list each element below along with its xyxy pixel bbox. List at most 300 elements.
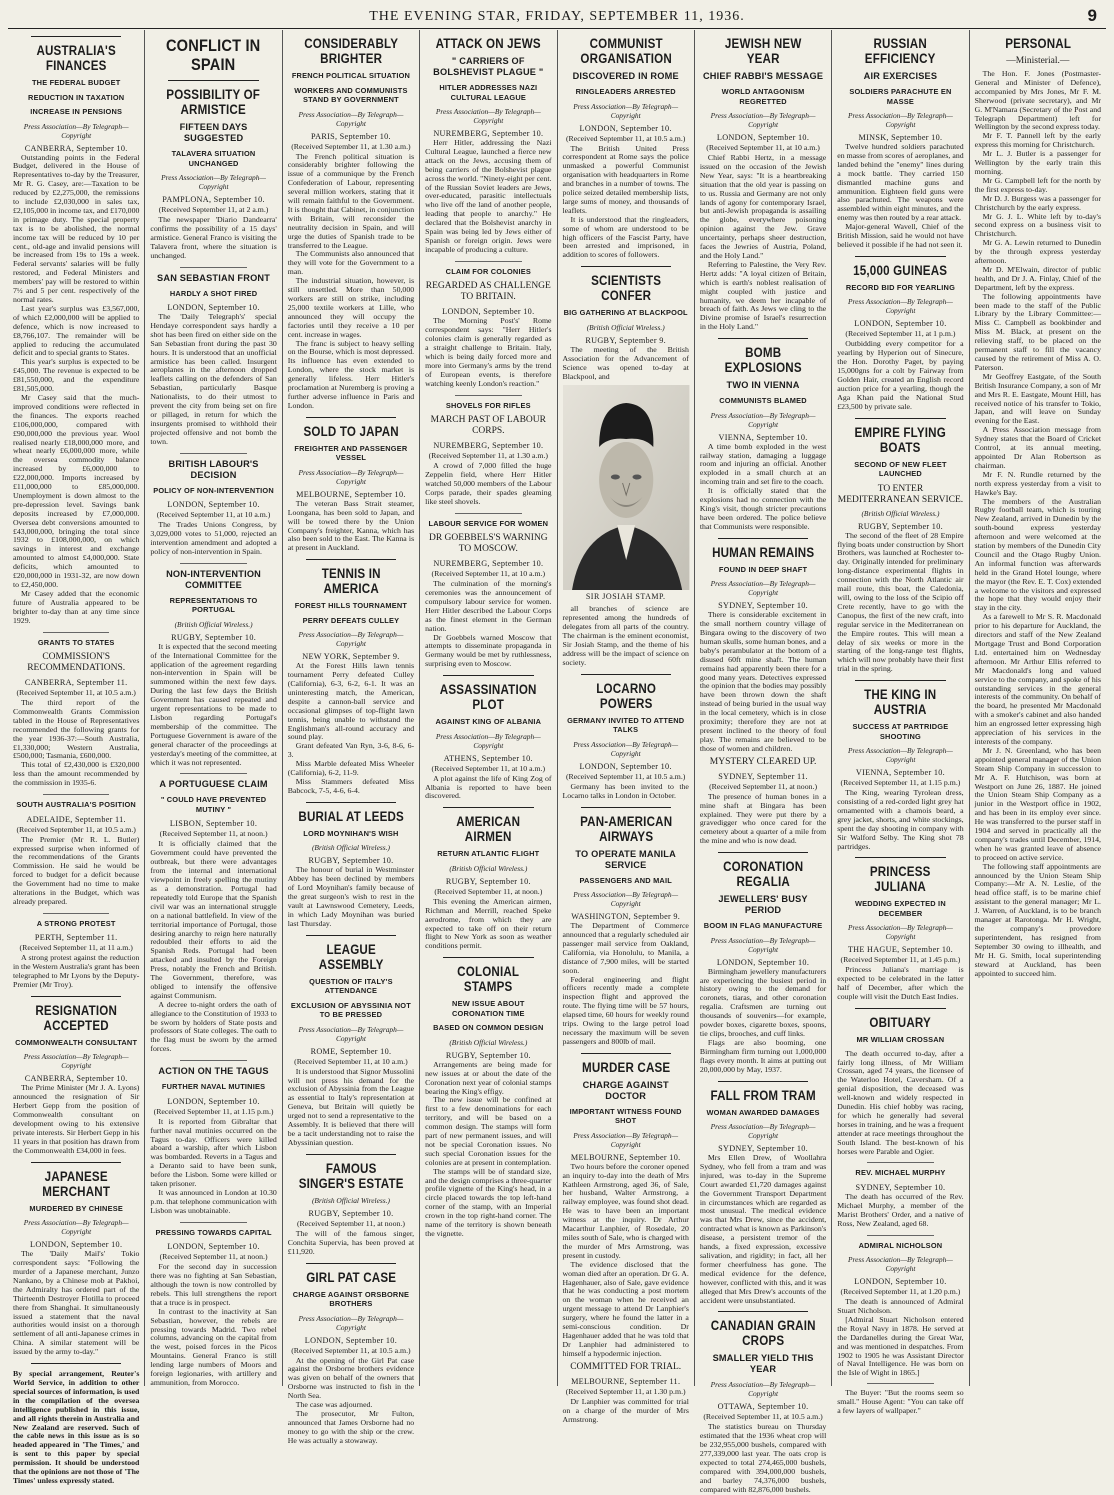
article-paragraph: Outstanding points in the Federal Budget, delivered in the House of Representatives to-day by the Treasurer, Mr R. G. Casey, are:—Taxation to be reduced by £2,275,000, the remissions to include £2,030,000 in sales tax, £2,105,000 in income tax, and £170,000 in primage duty. The special property tax is to be abolished, the normal income tax will be reduced by 10 per cent., old-age and invalid pensions will be increased from 19s to 19s a week. Federal servants' salaries will be fully restored, and Federal Ministers and members' pay will be restored to within 7½ and 5 per cent. respectively of the normal rates. bbox=[13, 152, 140, 304]
subheadline: ACTION ON THE TAGUS bbox=[158, 1066, 269, 1077]
received-time: (Received September 11, at 11 a.m.) bbox=[19, 943, 133, 953]
article bbox=[13, 996, 139, 1156]
article-paragraph: Mr G. J. L. White left by to-day's second express on a business visit to Christchurch. bbox=[974, 211, 1101, 239]
article-paragraph: The King, wearing Tyrolean dress, consisting of a red-corded light grey hat ornamented with a chamois beard, a grey jacket, shorts, and white stockings, spent the day shooting in company with Sir Walford Selby. The King shot 78 partridges. bbox=[837, 788, 964, 851]
dateline: LONDON, September 10. bbox=[167, 303, 260, 313]
article-paragraph: The following appointments have been made to the staff of the Public Library by the Library Committee:—Miss C. Campbell as bookbinder and Miss M. Black, at present on the relieving staff, to be placed on the permanent staff to fill the vacancy caused by the retirement of Miss A. O. Paterson. bbox=[974, 291, 1101, 372]
subheadline: BIG GATHERING AT BLACKPOOL bbox=[563, 308, 688, 318]
article-paragraph: The Department of Commerce announced that a regularly scheduled air passenger mail service from Oakland, California, via Honolulu, to Manila, a distance of 7,900 miles, will be started soon. bbox=[562, 921, 689, 975]
dateline: THE HAGUE, September 10. bbox=[847, 945, 954, 955]
article-paragraph: Arrangements are being made for new issues at or about the date of the Coronation next year of colonial stamps bearing the King's effigy. bbox=[425, 1059, 552, 1096]
wire-credit: Press Association—By Telegraph—Copyright bbox=[710, 1380, 816, 1399]
headline: CONSIDERABLY BRIGHTER bbox=[303, 36, 398, 66]
wire-credit: Press Association—By Telegraph—Copyright bbox=[23, 1218, 129, 1237]
article-paragraph: Last year's surplus was £3,567,000, of which £2,000,000 will be applied to defence, which is now increased to £8,766,107. The remainder will be applied to reducing the accumulated deficit and to special grants to States. bbox=[13, 303, 140, 358]
headline: ASSASSINATION PLOT bbox=[439, 682, 537, 713]
headline: COLONIAL STAMPS bbox=[457, 964, 520, 995]
section-rule bbox=[443, 807, 533, 808]
dateline: SYDNEY, September 11. bbox=[718, 771, 808, 781]
article bbox=[150, 563, 276, 768]
dateline: ATHENS, September 10. bbox=[443, 753, 533, 763]
wire-credit: Press Association—By Telegraph—Copyright bbox=[573, 739, 679, 758]
dateline: RUGBY, September 9. bbox=[585, 335, 666, 345]
article bbox=[150, 1222, 276, 1388]
subheadline: MR WILLIAM CROSSAN bbox=[856, 1035, 945, 1045]
received-time: (Received September 11, at 2 a.m.) bbox=[158, 205, 269, 214]
article bbox=[150, 773, 276, 1054]
subheadline: COMMUNISTS BLAMED bbox=[719, 396, 807, 406]
article-paragraph: The case was adjourned. bbox=[295, 1400, 373, 1410]
article-paragraph: The third report of the Commonwealth Grants Commission tabled in the House of Representatives recommended the following grants for the year 1936-37:—South Australia, £1,330,000; Western Australia, £500,000; Tasmania, £600,000. bbox=[13, 698, 140, 761]
article-paragraph: It is officially claimed that the Government could have prevented the outbreak, but there were advantages from the internal and international viewpoint in freely spelling the mutiny as a demonstration. Portugal had repeatedly told Europe that the Spanish civil war was an international struggle on a national battlefield. In view of the territorial importance of Portugal, those desiring anarchy to reign here naturally redoubled their efforts to aid the Spanish Reds. Portugal had been attacked and insulted by the Foreign Press, notably the French and British. The Government, therefore, was obliged to intensify the offensive against Communism. bbox=[150, 839, 277, 1000]
subheadline: WOMAN AWARDED DAMAGES bbox=[706, 1107, 820, 1117]
subheadline: A PORTUGUESE CLAIM bbox=[159, 779, 268, 790]
article-paragraph: Mr L. J. Butler is a passenger for Wellington by the early train this morning. bbox=[974, 149, 1101, 176]
wire-credit: (British Official Wireless.) bbox=[311, 843, 390, 853]
article bbox=[425, 807, 551, 951]
subheadline: JEWELLERS' BUSY PERIOD bbox=[718, 894, 808, 916]
headline: OBITUARY bbox=[869, 1015, 932, 1031]
column-3 bbox=[283, 30, 420, 1445]
copyright-note: By special arrangement, Reuter's World Service, in addition to other special sources of information, is used in the compilation of the oversea intelligence published in this issue, and all rights therein in Australia and New Zealand are reserved. Such of the cable news in this issue as is so headed appeared in 'The Times,' and is sent to this paper by special permission. It should be understood that the opinions are not those of 'The Times' unless expressly stated. bbox=[13, 1369, 140, 1485]
article-paragraph: Mr Casey said that the much-improved conditions were reflected in the finances. The exports reached £106,000,000, compared with £90,000,000 the previous year. Wool realised nearly £18,000,000 more, and wheat nearly £6,000,000 more, while the oversea commodity balance increased by £6,000,000 to £22,000,000. Imports increased by £11,000,000 to £85,000,000. Unemployment is down almost to the pre-depression level. Savings bank deposits increased by £7,000,000. Oversea debt conversions amounted to £43,000,000, bringing the total since 1932 to £108,000,000, on which savings in interest and exchange amounted to almost £4,000,000. State deficits, which amounted to £20,000,000 in 1931-32, are now down to £2,450,000. bbox=[13, 392, 140, 589]
subheadline: SOUTH AUSTRALIA'S POSITION bbox=[16, 800, 136, 810]
article-paragraph: Mr D. J. Burgess was a passenger for Christchurch by the early express. bbox=[974, 193, 1101, 212]
wire-credit: Press Association—By Telegraph—Copyright bbox=[23, 1052, 129, 1071]
article-paragraph: For the second day in succession there was no fighting at San Sebastian, although the town is now controlled by rebels. This lull strengthens the report that a truce is in prospect. bbox=[150, 1262, 277, 1307]
received-time: (Received September 11, at 1.20 p.m.) bbox=[840, 1287, 961, 1297]
wire-credit: Press Association—By Telegraph—Copyright bbox=[710, 935, 816, 954]
article-paragraph: Dr Goebbels warned Moscow that attempts to disseminate propaganda in Germany would be met by ruthlessness, surprising even to Moscow. bbox=[425, 632, 552, 669]
article-paragraph: The 'Morning Post's' Rome correspondent says: "Herr Hitler's colonies claim is generally regarded as a straight challenge to Britain. Italy, which is being daily forced more and more into Germany's arms by the trend of European events, is therefore watching keenly London's reaction." bbox=[425, 316, 552, 388]
subheadline: WORKERS AND COMMUNISTS STAND BY GOVERNMENT bbox=[294, 85, 408, 104]
section-rule bbox=[31, 1162, 121, 1163]
subheadline: HITLER ADDRESSES NAZI CULTURAL LEAGUE bbox=[439, 83, 538, 102]
article-paragraph: Mr Casey added that the economic future of Australia appeared to be brighter to-day than at any time since 1929. bbox=[13, 588, 140, 625]
headline: RESIGNATION ACCEPTED bbox=[35, 1002, 118, 1033]
subheadline: THE FEDERAL BUDGET bbox=[31, 78, 121, 87]
section-rule bbox=[306, 935, 396, 936]
divider bbox=[180, 1222, 246, 1223]
received-time: (Received September 11, at 1.30 p.m.) bbox=[565, 1386, 686, 1396]
article-paragraph: In contrast to the inactivity at San Sebastian, however, the rebels are pressing towards Madrid. Two rebel columns, advancing on the capital from the west, poised forces in the Picos Mountains. General Franco is still lending large numbers of Moors and foreign legionaries, with artillery and ammunition, from Morocco. bbox=[150, 1306, 277, 1387]
article-paragraph: Mr Geoffrey Eastgate, of the South British Insurance Company, a son of Mr and Mrs R. E. Eastgate, Mount Hill, has received notice of his transfer to Tokio, Japan, and will leave on Sunday evening for the East. bbox=[974, 371, 1101, 426]
divider bbox=[43, 794, 109, 795]
article-paragraph: It was announced in London at 10.30 p.m. that telephone communication with Lisbon was unobtainable. bbox=[150, 1187, 277, 1215]
article-paragraph: The British United Press correspondent at Rome says the police unmasked a powerful Communist organisation with headquarters in Rome and branches in a number of towns. The police seized detailed membership lists, large sums of money, and thousands of leaflets. bbox=[562, 143, 689, 215]
article bbox=[425, 513, 551, 670]
headline: GIRL PAT CASE bbox=[305, 1269, 396, 1285]
column-5 bbox=[558, 30, 695, 1424]
article bbox=[700, 538, 826, 846]
received-time: (Received September 11, at 10.5 a.m.) bbox=[16, 688, 136, 698]
divider bbox=[455, 395, 521, 396]
article bbox=[425, 675, 551, 801]
article bbox=[13, 36, 139, 626]
wire-credit: (British Official Wireless.) bbox=[449, 863, 528, 873]
article-paragraph: The 'Daily Telegraph's' special Hendaye correspondent says hardly a shot has been fired on either side on the San Sebastian front during the past 30 hours. It is understood that an unofficial armistice has been called. Insurgent aeroplanes in the afternoon dropped leaflets calling on the defenders of San Sebastian, particularly Basque Nationalists, to do their utmost to prevent the city from being set on fire or pillaged, in return for which the insurgents promised to withhold their projected offensive and not bomb the town. bbox=[150, 312, 277, 446]
article-paragraph: Birmingham jewellery manufacturers are experiencing the busiest period in history owing to the demand for coronets, tiaras, and other coronation regalia. Craftsmen are turning out thousands of souvenirs—for example, powder boxes, cigarette boxes, spoons, tie clips, brooches, and cuff links. bbox=[699, 966, 827, 1038]
section-rule bbox=[718, 338, 808, 339]
deck-line: REGARDED AS CHALLENGE TO BRITAIN. bbox=[425, 281, 551, 303]
article-paragraph: [Admiral Stuart Nicholson entered the Royal Navy in 1878. He served at the Dardanelles during the Great War, and was mentioned in despatches. From 1902 to 1905 he was Assistant Director of Naval Intelligence. He was born on the Isle of Wight in 1865.] bbox=[837, 1314, 964, 1378]
divider bbox=[180, 453, 246, 454]
dateline: LONDON, September 10. bbox=[30, 1240, 123, 1250]
wire-credit: Press Association—By Telegraph—Copyright bbox=[710, 1122, 816, 1140]
subheadline: BASED ON COMMON DESIGN bbox=[433, 1023, 544, 1033]
article-paragraph: Mr G. A. Lewin returned to Dunedin by the through express yesterday afternoon. bbox=[974, 238, 1101, 266]
subheadline: AIR EXERCISES bbox=[863, 71, 938, 81]
subheadline: REDUCTION IN TAXATION bbox=[28, 92, 125, 102]
subheadline: PRESSING TOWARDS CAPITAL bbox=[155, 1227, 272, 1237]
dateline: PAMPLONA, September 10. bbox=[162, 195, 265, 204]
received-time: (Received September 11, at 10.5 a.m.) bbox=[291, 1345, 411, 1355]
subheadline: QUESTION OF ITALY'S ATTENDANCE bbox=[309, 976, 393, 996]
received-time: (Received September 11, at 1.15 p.m.) bbox=[153, 1106, 274, 1116]
dateline: SYDNEY, September 10. bbox=[718, 601, 808, 611]
received-time: (Received September 11, at 1.30 a.m.) bbox=[291, 141, 411, 151]
article bbox=[13, 913, 139, 990]
column-1 bbox=[8, 30, 145, 1485]
wire-credit: (British Official Wireless.) bbox=[586, 322, 665, 332]
article-paragraph: The Trades Unions Congress, by 3,029,000 votes to 51,000, rejected an intervention amendment and adopted a policy of non-intervention in Spain. bbox=[150, 520, 277, 556]
headline: PERSONAL bbox=[1004, 36, 1071, 51]
wire-credit: Press Association—By Telegraph—Copyright bbox=[848, 923, 953, 942]
headline: MURDER CASE bbox=[581, 1059, 670, 1075]
subheadline: SECOND OF NEW FLEET LAUNCHED bbox=[854, 459, 947, 479]
article-paragraph: Federal engineering and flight officers recently made a complete inspection flight and approved the route. The flying time will be 57 hours, elapsed time, 60 hours for weekly round trips. Owing to the large petrol load necessary the maximum will be seven passengers and 800lb of mail. bbox=[562, 974, 689, 1046]
dateline: RUGBY, September 10. bbox=[308, 856, 394, 866]
received-time: (Received September 11, at 10 a.m.) bbox=[431, 569, 546, 579]
dateline: CANBERRA, September 11. bbox=[24, 678, 128, 688]
headline: CANADIAN GRAIN CROPS bbox=[710, 1318, 816, 1349]
subheadline: AGAINST KING OF ALBANIA bbox=[435, 717, 542, 727]
section-rule bbox=[581, 266, 671, 267]
section-rule bbox=[855, 680, 945, 681]
divider bbox=[180, 773, 246, 774]
subheadline: " COULD HAVE PREVENTED MUTINY " bbox=[160, 795, 267, 814]
section-rule bbox=[718, 852, 808, 853]
received-time: (Received September 11, at noon.) bbox=[159, 1252, 268, 1262]
dateline: RUGBY, September 10. bbox=[445, 1050, 531, 1060]
section-rule bbox=[306, 559, 396, 560]
received-time: (Received September 11, at 1.45 p.m.) bbox=[840, 955, 961, 965]
column-4 bbox=[420, 30, 557, 1386]
dateline: LONDON, September 10. bbox=[579, 761, 672, 771]
received-time: (Received September 11, at noon.) bbox=[434, 886, 543, 896]
subheadline: FIFTEEN DAYS SUGGESTED bbox=[179, 122, 248, 143]
article-paragraph: It is reported from Gibraltar that further naval mutinies occurred on the Tagus to-day. Officers were killed aboard a warship, after which Lisbon was bombarded. Reverts in a Tagus and a Deranto said to have been sunk, before the Lisbon. Some were killed or taken prisoner. bbox=[150, 1116, 277, 1189]
dateline: RUGBY, September 10. bbox=[857, 521, 943, 531]
article-paragraph: The death is announced of Admiral Stuart Nicholson. bbox=[837, 1297, 964, 1315]
article-paragraph: This evening the American airmen, Richman and Merrill, reached Speke aerodrome, from which they are expected to take off on their return flight to New York as soon as weather conditions permit. bbox=[425, 896, 552, 951]
subheadline: TALAVERA SITUATION UNCHANGED bbox=[171, 149, 256, 168]
article-paragraph: It is understood that Signor Mussolini will not press his demand for the exclusion of Abyssinia from the League as essential to Italy's representation at Geneva, but Britain will quietly be urged not to send a representative to the Assembly. It is believed that there will be a tacit understanding not to raise the Abyssinian question. bbox=[287, 1066, 415, 1147]
received-time: (Received September 11, at 1.30 a.m.) bbox=[428, 451, 549, 461]
subheadline: IMPORTANT WITNESS FOUND SHOT bbox=[569, 1106, 682, 1126]
dateline: LONDON, September 10. bbox=[167, 1096, 260, 1106]
subheadline: A STRONG PROTEST bbox=[36, 918, 116, 928]
article-paragraph: Mr G. Campbell left for the north by the first express to-day. bbox=[974, 175, 1101, 194]
article-paragraph: It is officially stated that the explosions had no connection with the King's visit, though stricter precautions have been ordered. The police believe that Communists were responsible. bbox=[699, 486, 827, 531]
subheadline: FOUND IN DEEP SHAFT bbox=[718, 564, 808, 574]
subheadline: EXCLUSION OF ABYSSINIA NOT TO BE PRESSED bbox=[290, 1000, 411, 1020]
wire-credit: Press Association—By Telegraph—Copyright bbox=[848, 1255, 953, 1274]
filler-quote: The Buyer: "But the rooms seem so small." House Agent: "You can take off a few layers of wallpaper." bbox=[837, 1388, 964, 1416]
deck-line: DR GOEBBELS'S WARNING TO MOSCOW. bbox=[428, 533, 548, 555]
dateline: RUGBY, September 10. bbox=[171, 632, 257, 642]
column-7 bbox=[832, 30, 969, 1416]
section-rule bbox=[31, 1363, 121, 1364]
headline: THE KING IN AUSTRIA bbox=[864, 687, 937, 718]
article-paragraph: The will of the famous singer, Conchita Supervia, has been proved at £11,920. bbox=[287, 1228, 415, 1256]
article-paragraph: At the Forest Hills lawn tennis tournament Perry defeated Culley (California), 6-3, 6-2, 6-1. It was an uninteresting match, the American, despite a cannon-ball service and occasional glimpses of top-flight lawn tennis, being unable to withstand the Englishman's all-round accuracy and sound play. bbox=[287, 661, 415, 742]
article bbox=[288, 935, 414, 1148]
section-rule bbox=[718, 1081, 808, 1082]
wire-credit: Press Association—By Telegraph—Copyright bbox=[573, 890, 679, 909]
received-time: (Received September 11, at 1 p.m.) bbox=[845, 329, 956, 339]
subheadline: PASSENGERS AND MAIL bbox=[579, 875, 672, 885]
article-paragraph: The death has occurred of the Rev. Michael Murphy, a member of the Marist Brothers' Order, and a native of Ross, New Zealand, aged 68. bbox=[837, 1191, 964, 1228]
article bbox=[425, 957, 551, 1239]
section-rule bbox=[855, 857, 945, 858]
wire-credit: Press Association—By Telegraph—Copyright bbox=[298, 1024, 404, 1043]
article bbox=[837, 1235, 963, 1416]
article bbox=[288, 1263, 414, 1446]
section-rule bbox=[306, 1154, 396, 1155]
article bbox=[288, 36, 414, 411]
wire-credit: Press Association—By Telegraph—Copyright bbox=[710, 111, 816, 129]
article bbox=[837, 256, 963, 412]
article-paragraph: The following staff appointments are announced by the Union Steam Ship Company:—Mr A. N. Leslie, of the head office staff, is to be marine chief assistant to the general manager; Mr L. J. Warren, of Auckland, is to be branch manager at Rarotonga. Mr H. Wright, the company's provedore superintendent, has resigned from September 30 owing to illhealth, and Mr H. G. Smith, local superintending steward at Auckland, has been appointed to succeed him. bbox=[974, 861, 1101, 978]
deck-line: COMMITTED FOR TRIAL. bbox=[570, 1361, 682, 1372]
dateline: LONDON, September 10. bbox=[442, 307, 535, 317]
article bbox=[700, 36, 826, 332]
wire-credit: Press Association—By Telegraph—Copyright bbox=[573, 101, 679, 120]
subheadline: GERMANY INVITED TO ATTEND TALKS bbox=[567, 715, 685, 735]
dateline: ADELAIDE, September 11. bbox=[26, 814, 126, 824]
article bbox=[700, 338, 826, 532]
wire-credit: Press Association—By Telegraph—Copyright bbox=[435, 107, 541, 125]
subheadline: RETURN ATLANTIC FLIGHT bbox=[437, 849, 540, 859]
article-paragraph: It is expected that the second meeting of the International Committee for the application of the agreement regarding non-intervention in Spain will be summoned within the next few days. During the last few days the British Government has caused repeated and urgent representations to be made to Lisbon regarding Portugal's membership of the committee. The Portuguese Government is aware of the general character of the proceedings at yesterday's meeting of the committee, at which it was not represented. bbox=[150, 641, 277, 767]
section-rule bbox=[581, 674, 671, 675]
divider bbox=[43, 913, 109, 914]
article bbox=[288, 417, 414, 553]
article-paragraph: The honour of burial in Westminster Abbey has been declined by members of Lord Moynihan's family because of the great surgeon's wish to rest in the vault at Lawnswood Cemetery, Leeds, in which Lady Moynihan was buried last Thursday. bbox=[287, 865, 415, 928]
dateline: PERTH, September 11. bbox=[34, 933, 118, 943]
article bbox=[150, 36, 276, 74]
subheadline: FREIGHTER AND PASSENGER VESSEL bbox=[294, 443, 408, 463]
column-6 bbox=[695, 30, 832, 1494]
section-rule bbox=[855, 418, 945, 419]
article-paragraph: Flags are also booming, one Birmingham firm turning out 1,000,000 flags every month. It aims at putting out 20,000,000 by May, 1937. bbox=[699, 1037, 827, 1074]
wire-credit: Press Association—By Telegraph—Copyright bbox=[298, 109, 404, 128]
article-paragraph: Mr J. N. Greenland, who has been appointed general manager of the Union Steam Ship Company in succession to Mr A. F. Hutchison, was born at Westport on June 26, 1887. He joined the Union Steam Ship Company as a junior in the Westport office in 1902, and has been in its employ ever since. He was transferred to the purser staff in 1904 and served in practically all the company's trades until December, 1914, when he was granted leave of absence to proceed on active service. bbox=[974, 745, 1101, 862]
subheadline: RECORD BID FOR YEARLING bbox=[845, 282, 956, 292]
dateline: WASHINGTON, September 9. bbox=[571, 912, 681, 922]
dateline: LONDON, September 10. bbox=[716, 133, 810, 142]
article-paragraph: Mr F. N. Rundle returned by the north express yesterday from a visit to Hawke's Bay. bbox=[974, 469, 1101, 497]
wire-credit: Press Association—By Telegraph—Copyright bbox=[848, 297, 953, 316]
article bbox=[288, 1154, 414, 1257]
article-paragraph: Mr F. T. Pannell left by the early express this morning for Christchurch. bbox=[974, 131, 1101, 150]
dateline: ROME, September 10. bbox=[310, 1046, 392, 1056]
subheadline: CHARGE AGAINST DOCTOR bbox=[582, 1079, 669, 1101]
article bbox=[425, 395, 551, 507]
dateline: LONDON, September 10. bbox=[304, 1335, 398, 1345]
column-2 bbox=[145, 30, 282, 1386]
deck-line: —Ministerial.— bbox=[1006, 56, 1070, 66]
headline: SOLD TO JAPAN bbox=[303, 423, 399, 439]
section-rule bbox=[855, 256, 945, 257]
article-paragraph: The Prime Minister (Mr J. A. Lyons) announced the resignation of Sir Herbert Gepp from the position of Commonwealth consultant on development owing to his extensive private interests. Sir Herbert Gepp in his 11 years in that position has drawn from the Commonwealth £34,000 in fees. bbox=[13, 1083, 140, 1155]
headline: 15,000 GUINEAS bbox=[853, 262, 948, 278]
article-paragraph: A strong protest against the reduction in the Western Australia's grant has been telegraphed to Mr Lyons by the Deputy-Premier (Mr Troy). bbox=[13, 953, 140, 990]
wire-credit: (British Official Wireless.) bbox=[174, 619, 253, 629]
subheadline: NON-INTERVENTION COMMITTEE bbox=[166, 568, 262, 590]
article-paragraph: The members of the Australian Rugby football team, which is touring New Zealand, arrived in Dunedin by the south-bound express yesterday afternoon and were welcomed at the station by members of the Dunedin City Council and the Otago Rugby Union. An informal function was afterwards held in the Grand Hotel lounge, where the mayor (the Rev. E. T. Cox) extended a welcome to the visitors and expressed the hope that they would enjoy their stay in the city. bbox=[974, 496, 1101, 613]
article-paragraph: Dr Lanphier was committed for trial on a charge of the murder of Mrs Armstrong. bbox=[562, 1396, 689, 1424]
wire-credit: Press Association—By Telegraph—Copyright bbox=[23, 121, 129, 140]
headline: FALL FROM TRAM bbox=[710, 1087, 816, 1103]
dateline: RUGBY, September 10. bbox=[445, 876, 531, 886]
wire-credit: Press Association—By Telegraph—Copyright bbox=[298, 467, 404, 486]
received-time: (Received September 11, at 10.5 a.m.) bbox=[565, 133, 686, 143]
deck-line: COMMISSION'S RECOMMENDATIONS. bbox=[27, 652, 126, 674]
article-paragraph: It is understood that the ringleaders, some of whom are understood to be high officers of the Fascist Party, have been arrested and imprisoned, in addition to scores of followers. bbox=[562, 214, 689, 260]
section-rule bbox=[168, 80, 258, 81]
headline: COMMUNIST ORGANISATION bbox=[579, 36, 672, 66]
headline: PRINCESS JULIANA bbox=[870, 864, 931, 895]
received-time: (Received September 11, at 10 a.m.) bbox=[156, 510, 271, 520]
article bbox=[563, 807, 689, 1047]
article bbox=[837, 1162, 963, 1228]
article-paragraph: Major-general Wavell, Chief of the British Mission, said he would not have believed it possible if he had not seen it. bbox=[837, 222, 964, 249]
dateline: MELBOURNE, September 10. bbox=[296, 489, 406, 499]
article bbox=[150, 453, 276, 557]
dateline: CANBERRA, September 10. bbox=[24, 1074, 128, 1084]
article-paragraph: The second of the fleet of 28 Empire flying boats under construction by Short Brothers, was launched at Rochester to-day. Originally intended for preliminary long-distance experimental flights in connection with the North Atlantic air mail route, this boat, the Caledonia, will, owing to the loss of the Scipio off Crete recently, have to go with the Canopus, the first of the new craft, into regular service in the Mediterranean on the Empire routes. This will mean a delay of six weeks or more in the starting of the long-range test flights, which will now probably have their first trial in the spring. bbox=[837, 530, 964, 674]
dateline: SYDNEY, September 10. bbox=[718, 1144, 808, 1153]
columns-container bbox=[8, 30, 1106, 1494]
received-time: (Received September 11, at noon.) bbox=[159, 829, 268, 839]
article-paragraph: Mr D. M'Elwain, director of public health, and Dr J. A. Finlay, Chief of the Department, left by the express. bbox=[974, 264, 1101, 292]
dateline: VIENNA, September 10. bbox=[855, 768, 945, 778]
dateline: RUGBY, September 10. bbox=[308, 1208, 394, 1218]
article-paragraph: A plot against the life of King Zog of Albania is reported to have been discovered. bbox=[425, 773, 552, 801]
headline: HUMAN REMAINS bbox=[711, 544, 815, 560]
divider bbox=[867, 1383, 933, 1384]
column-8 bbox=[970, 30, 1106, 1386]
article bbox=[563, 266, 689, 667]
headline: AMERICAN AIRMEN bbox=[456, 814, 521, 845]
wire-credit: Press Association—By Telegraph—Copyright bbox=[573, 1130, 679, 1149]
wire-credit: Press Association—By Telegraph—Copyright bbox=[161, 173, 266, 191]
subheadline: FURTHER NAVAL MUTINIES bbox=[161, 1082, 266, 1092]
subheadline: MURDERED BY CHINESE bbox=[29, 1203, 123, 1213]
subheadline: SUCCESS AT PARTRIDGE SHOOTING bbox=[852, 722, 949, 741]
received-time: (Received September 11, at 1.15 p.m.) bbox=[840, 778, 961, 788]
subheadline: LORD MOYNIHAN'S WISH bbox=[303, 828, 399, 838]
subheadline: BRITISH LABOUR'S DECISION bbox=[168, 458, 259, 480]
article bbox=[837, 418, 963, 675]
dateline: MINSK, September 10. bbox=[858, 133, 943, 142]
dateline: MELBOURNE, September 11. bbox=[571, 1376, 681, 1386]
article-paragraph: The veteran Bass Strait steamer, Loongana, has been sold to Japan, and will be towed there by the Union Company's freighter, Kanna, which has also been sold to the East. The Kanna is at present in Auckland. bbox=[287, 498, 415, 553]
wire-credit: Press Association—By Telegraph—Copyright bbox=[848, 111, 953, 129]
article-paragraph: As a farewell to Mr S. R. Macdonald prior to his departure for Auckland, the directors and staff of the New Zealand Mortgage Trust and Bond Corporation Ltd. entertained him on Wednesday afternoon. Mr Arthur Ellis referred to Mr Macdonald's long and valued service to the company, and spoke of his outstanding services in the general interests of the community. On behalf of the board, he presented Mr Macdonald with a smoker's cabinet and also handed him an engrossed letter expressing high appreciation of his services in the interests of the company. bbox=[974, 612, 1102, 746]
received-time: (Received September 11, at 10 a.m.) bbox=[706, 143, 820, 152]
article-paragraph: Miss Stammers defeated Miss Babcock, 7-5, 4-6, 6-4. bbox=[287, 777, 415, 795]
divider bbox=[180, 1060, 246, 1061]
subheadline: PERRY DEFEATS CULLEY bbox=[302, 615, 400, 625]
dateline: SYDNEY, September 10. bbox=[855, 1182, 946, 1192]
article-paragraph: The franc is subject to heavy selling on the Bourse, which is most depressed. Its influence has even extended to London, where the stock market is generally lifeless. Herr Hitler's proclamation at Nuremberg is proving a further adverse influence in Paris and London. bbox=[287, 338, 415, 410]
article bbox=[288, 802, 414, 929]
article bbox=[150, 80, 276, 261]
headline: JAPANESE MERCHANT bbox=[42, 1168, 111, 1199]
dateline: LISBON, September 10. bbox=[169, 819, 258, 829]
received-time: (Received September 11, at 10 a.m.) bbox=[294, 1056, 408, 1066]
subheadline: SMALLER YIELD THIS YEAR bbox=[712, 1353, 814, 1375]
section-rule bbox=[718, 538, 808, 539]
dateline: LONDON, September 10. bbox=[854, 319, 947, 329]
headline: TENNIS IN AMERICA bbox=[321, 566, 381, 597]
received-time: (Received September 11, at 10.5 a.m.) bbox=[16, 824, 136, 834]
article bbox=[563, 674, 689, 801]
subheadline: LABOUR SERVICE FOR WOMEN bbox=[428, 518, 549, 528]
subheadline: WEDDING EXPECTED IN DECEMBER bbox=[855, 899, 946, 918]
divider bbox=[867, 1162, 933, 1163]
article-paragraph: The industrial situation, however, is still unsettled. More than 50,000 workers are still on strike, including 25,000 textile workers at Lille, who announced they will occupy the factories until they receive a 10 per cent. increase in wages. bbox=[287, 276, 415, 339]
dateline: MELBOURNE, September 10. bbox=[570, 1152, 681, 1162]
article-paragraph: A Press Association message from Sydney states that the Board of Cricket Control, at its annual meeting, appointed Dr Alan Robertson as chairman. bbox=[974, 425, 1101, 470]
article-paragraph: The Hon. F. Jones (Postmaster-General and Minister of Defence), accompanied by Mrs Jones, Mr F. M. Sherwood (private secretary), and Mr G. M'Namara (Secretary of the Post and Telegraph Department) left for Wellington by the second express today. bbox=[974, 69, 1101, 132]
article-paragraph: Germany has been invited to the Locarno talks in London in October. bbox=[562, 781, 689, 800]
masthead bbox=[8, 6, 1106, 29]
headline: LEAGUE ASSEMBLY bbox=[318, 941, 384, 972]
dateline: CANBERRA, September 10. bbox=[24, 143, 128, 153]
section-rule bbox=[31, 36, 121, 37]
headline: EMPIRE FLYING BOATS bbox=[854, 424, 947, 455]
article-paragraph: Twelve hundred soldiers parachuted en masse from scores of aeroplanes, and landed behind the "enemy" lines during a mock battle. They carried 150 dismantled machine guns and ammunition. Eighteen field guns were also parachuted. The weapons were assembled within eight minutes, and the enemy was then routed by a rear attack. bbox=[837, 142, 964, 223]
portrait-caption: SIR JOSIAH STAMP. bbox=[585, 592, 666, 602]
subheadline: DISCOVERED IN ROME bbox=[572, 71, 679, 81]
subheadline: CHIEF RABBI'S MESSAGE bbox=[702, 71, 824, 81]
subheadline: ADMIRAL NICHOLSON bbox=[858, 1240, 943, 1250]
deck-line: TO ENTER MEDITERRANEAN SERVICE. bbox=[837, 483, 964, 505]
subheadline: GRANTS TO STATES bbox=[37, 637, 115, 647]
headline: AUSTRALIA'S FINANCES bbox=[36, 43, 116, 73]
subheadline: RINGLEADERS ARRESTED bbox=[575, 87, 676, 96]
article bbox=[425, 36, 551, 255]
headline: RUSSIAN EFFICIENCY bbox=[865, 36, 936, 66]
divider bbox=[43, 632, 109, 633]
subheadline: WORLD ANTAGONISM REGRETTED bbox=[721, 87, 805, 106]
dateline: LONDON, September 10. bbox=[716, 957, 810, 967]
dateline: LONDON, September 10. bbox=[854, 1277, 947, 1287]
headline: LOCARNO POWERS bbox=[595, 680, 656, 711]
section-rule bbox=[581, 807, 671, 808]
section-rule bbox=[306, 1263, 396, 1264]
article-paragraph: Herr Hitler, addressing the Nazi Cultural League, launched a fierce new attack on the Jews, accusing them of being carriers of the Bolshevist plague across the world. "Ninety-eight per cent. of the Russian Soviet leaders are Jews, over-educated, parasitic intellectuals who live off the land of another people, leading that people to anarchy." He declared that the Bolshevist anarchy in Spain was being led by Jews either of Spanish or foreign origin. Jews were incapable of producing a culture. bbox=[425, 138, 552, 254]
article-paragraph: Outbidding every competitor for a yearling by Hyperion out of Sinecure, the Hon. Dorothy Paget, by paying 15,000gns for a colt by Fairway from Golden Hair, created an English record auction price for a yearling, though the Aga Khan paid the National Stud £23,500 by private sale. bbox=[837, 339, 964, 411]
headline: JEWISH NEW YEAR bbox=[724, 36, 802, 66]
article-paragraph: The Communists also announced that they will vote for the Government to a man. bbox=[287, 249, 415, 277]
section-rule bbox=[581, 1053, 671, 1054]
section-rule bbox=[306, 802, 396, 803]
